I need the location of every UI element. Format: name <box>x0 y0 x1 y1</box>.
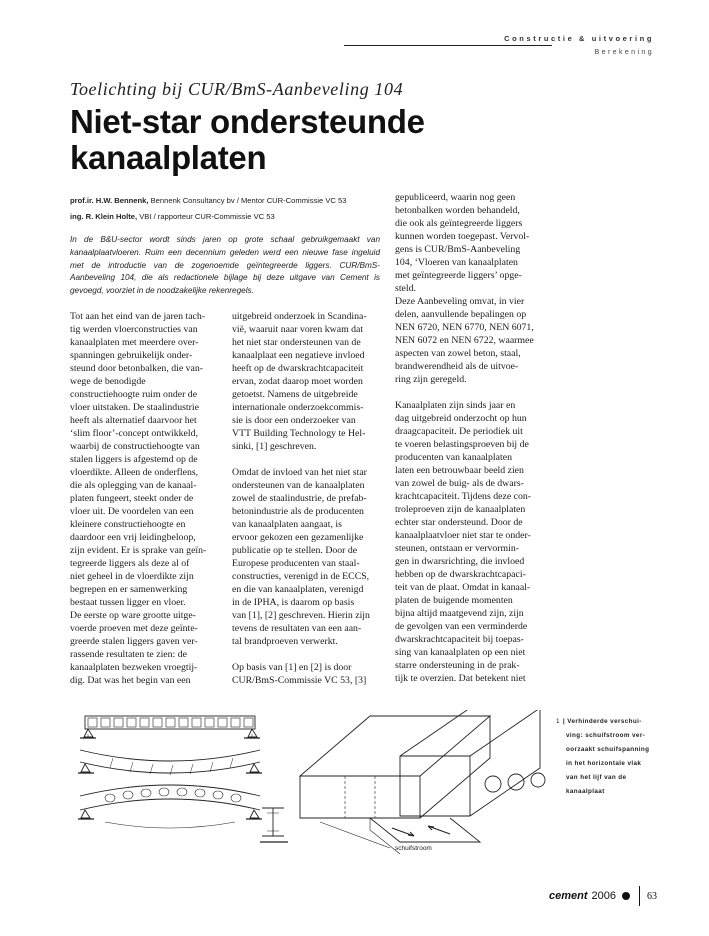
body-text-line: kunnen worden toegepast. Vervol- <box>395 231 530 242</box>
body-text-line: dig. Dat was het begin van een <box>70 675 191 686</box>
figure-label-schuifstroom: schuifstroom <box>395 845 432 852</box>
body-text-line: van kanaalplaten aangaat, is <box>232 519 342 530</box>
figure-caption <box>556 715 666 799</box>
body-text-line: sing van kanaalplaten op een niet <box>395 647 526 658</box>
body-text-line: ervan, zodat daarop moet worden <box>232 376 363 387</box>
body-text-line: dag uitgebreid onderzocht op hun <box>395 413 527 424</box>
body-text-line: met geïntegreerde liggers’ opge- <box>395 270 522 281</box>
body-text-line: CUR/BmS-Commissie VC 53, [3] <box>232 675 367 686</box>
caption-first-line: 1 | Verhinderde verschui- <box>556 718 642 725</box>
body-text-line: te voeren belastingsproeven bij de <box>395 439 529 450</box>
body-text-line: zowel de staalindustrie, de prefab- <box>232 493 367 504</box>
body-text-line: betonbalken worden behandeld, <box>395 205 520 216</box>
body-text-line: die als oplegging van de kanaal- <box>70 480 197 491</box>
running-head-rule <box>344 45 552 46</box>
body-text-line: producenten van kanaalplaten <box>395 452 512 463</box>
body-text-line: ervoor gekozen een gezamenlijke <box>232 532 364 543</box>
body-text-line: NEN 6072 en NEN 6722, waarmee <box>395 335 534 346</box>
body-text-line <box>232 648 370 661</box>
body-column-3 <box>395 191 534 685</box>
body-text-line: van [1], [2] geschreven. Hierin zijn <box>232 610 370 621</box>
body-text-line: gen in dwarsrichting, die invloed <box>395 556 525 567</box>
body-text-line: tegreerde liggers als deze al of <box>70 558 190 569</box>
slab-diagram-bottom <box>78 785 262 828</box>
body-text-line: rassende resultaten te zien: de <box>70 649 187 660</box>
body-text-line: voerde proeven met deze geïnte- <box>70 623 198 634</box>
body-text-line: constructiehoogte ruim onder de <box>70 389 198 400</box>
shear-flow-arrows <box>392 826 450 836</box>
body-text-line: uitgebreid onderzoek in Scandina- <box>232 311 367 322</box>
body-column-2 <box>232 310 370 687</box>
body-text-line: Europese producenten van staal- <box>232 558 360 569</box>
body-text-line: begrepen en er samenwerking <box>70 584 188 595</box>
body-text-line: tevens de resultaten van een aan- <box>232 623 362 634</box>
body-text-line: bijna altijd maatgevend zijn, zijn <box>395 608 524 619</box>
caption-number: 1 <box>556 718 560 725</box>
magazine-year: 2006 <box>591 890 616 902</box>
body-text-line: echter star ondersteund. Door de <box>395 517 523 528</box>
body-text-line: laten een betrouwbaar beeld zien <box>395 465 524 476</box>
body-text-line: NEN 6720, NEN 6770, NEN 6071, <box>395 322 534 333</box>
body-text-line: van zowel de buig- als de dwars- <box>395 478 524 489</box>
body-text-line: heeft op de dwarskrachtcapaciteit <box>232 363 364 374</box>
author-name: prof.ir. H.W. Bennenk, <box>70 196 149 205</box>
subsection-label: Berekening <box>594 49 654 56</box>
caption-line: in het horizontale vlak <box>566 760 642 767</box>
body-text-line: stalen liggers is afgestemd op de <box>70 454 198 465</box>
body-text-line: ring zijn geregeld. <box>395 374 467 385</box>
body-text-line: bestaat tussen ligger en vloer. <box>70 597 186 608</box>
body-text-line: krachtcapaciteit. Tijdens deze con- <box>395 491 532 502</box>
caption-line: oorzaakt schuifspanning <box>566 746 650 753</box>
slab-diagram-middle <box>78 750 262 775</box>
body-text-line: tijk te overzien. Dat betekent niet <box>395 673 526 684</box>
body-text-line: getoetst. Namens de uitgebreide <box>232 389 358 400</box>
body-column-1 <box>70 310 206 687</box>
body-text-line: heeft als alternatief daarvoor het <box>70 415 197 426</box>
running-head <box>504 34 654 56</box>
body-text-line: Op basis van [1] en [2] is door <box>232 662 352 673</box>
body-text-line: vloer uitstaken. De staalindustrie <box>70 402 199 413</box>
body-text-line: delen, aanvullende bepalingen op <box>395 309 527 320</box>
caption-line: van het lijf van de <box>566 774 627 781</box>
body-text-line: kanaalplaat een negatieve invloed <box>232 350 365 361</box>
body-text-line: steunen, ontstaan er vervormin- <box>395 543 520 554</box>
body-text-line: platen fungeert, steekt onder de <box>70 493 194 504</box>
body-text-line: sie is door een onderzoeker van <box>232 415 356 426</box>
body-text-line: draagcapaciteit. De periodiek uit <box>395 426 523 437</box>
body-text-line: dwarskrachtcapaciteit bij toepas- <box>395 634 524 645</box>
body-text-line: internationale onderzoekcommis- <box>232 402 364 413</box>
body-text-line: en die van kanaalplaten, verenigd <box>232 584 364 595</box>
body-text-line: teit van de plaat. Omdat in kanaal- <box>395 582 531 593</box>
caption-line: kanaalplaat <box>566 788 605 795</box>
body-text-line: brandwerendheid als de uitvoe- <box>395 361 519 372</box>
steel-beam-section <box>260 808 288 842</box>
body-text-line: troleproeven zijn de kanaalplaten <box>395 504 526 515</box>
magazine-logo-icon <box>622 892 630 900</box>
body-text-line: wege de benodigde <box>70 376 146 387</box>
body-text-line: De eerste op ware grootte uitge- <box>70 610 196 621</box>
body-text-line: niet geheel in de vloerdikte zijn <box>70 571 194 582</box>
body-text-line: greerde stalen liggers gaven ver- <box>70 636 198 647</box>
body-text-line: Omdat de invloed van het niet star <box>232 467 367 478</box>
body-text-line: zijn evident. Er is sprake van geïn- <box>70 545 207 556</box>
body-text-line: aspecten van zowel beton, staal, <box>395 348 521 359</box>
body-text-line <box>232 453 370 466</box>
body-text-line: vië, waaruit naar voren kwam dat <box>232 324 364 335</box>
slab-diagram-top <box>80 716 260 738</box>
author-affiliation: Bennenk Consultancy bv / Mentor CUR-Commissie VC 53 <box>150 196 347 205</box>
magazine-name: cement <box>548 890 588 902</box>
body-text-line: steld. <box>395 283 416 294</box>
article-intro: In de B&U-sector wordt sinds jaren op grote schaal gebruikgemaakt van kanaalplaatvloeren. Ruim een decennium geleden werd een nieuwe fase ingeluid met de introductie van de zogenoemde geïntegreerde liggers. CUR/BmS-Aanbeveling 104, die als redactionele bijlage bij deze uitgave van Cement is gevoegd, voorziet in de noodzakelijke rekenregels. <box>70 235 380 296</box>
body-text-line: VTT Building Technology te Hel- <box>232 428 366 439</box>
body-text-line: in de IPHA, is daarom op basis <box>232 597 355 608</box>
body-text-line: waarbij de constructiehoogte van <box>70 441 200 452</box>
body-text-line: 104, ‘Vloeren van kanaalplaten <box>395 257 518 268</box>
body-text-line: starre ondersteuning in de prak- <box>395 660 520 671</box>
author-list <box>70 193 346 224</box>
body-text-line: hebben op de dwarskrachtcapaci- <box>395 569 526 580</box>
body-text-line: betonindustrie als de producenten <box>232 506 364 517</box>
author-name: ing. R. Klein Holte, <box>70 211 138 221</box>
footer-divider <box>639 886 640 906</box>
body-text-line: sinki, [1] geschreven. <box>232 441 317 452</box>
body-text-line: publicatie op te stellen. Door de <box>232 545 358 556</box>
figure-illustration <box>70 710 558 860</box>
page-footer <box>549 886 657 906</box>
section-label: Constructie & uitvoering <box>504 34 654 43</box>
body-text-line: Deze Aanbeveling omvat, in vier <box>395 296 525 307</box>
figure-drawing <box>70 710 558 860</box>
body-text-line: steund door betonbalken, die van- <box>70 363 204 374</box>
body-text-line: ondersteunen van de kanaalplaten <box>232 480 365 491</box>
body-text-line: kanaalplaten bezweken vroegtij- <box>70 662 198 673</box>
body-text-line: platen de buigende momenten <box>395 595 513 606</box>
body-text-line: het niet star ondersteunen van de <box>232 337 361 348</box>
body-text-line: kanaalplaten met meerdere over- <box>70 337 199 348</box>
caption-line: Verhinderde verschui- <box>567 718 642 725</box>
body-text-line: Kanaalplaten zijn sinds jaar en <box>395 400 516 411</box>
body-text-line: die ook als geïntegreerde liggers <box>395 218 523 229</box>
body-text-line: spanningen gebruikelijk onder- <box>70 350 193 361</box>
body-text-line: kanaalplaatvloer niet star te onder- <box>395 530 531 541</box>
caption-line: ving: schuifstroom ver- <box>566 732 646 739</box>
author-line <box>70 193 346 209</box>
body-text-line <box>395 386 534 399</box>
body-text-line: ‘slim floor’-concept ontwikkeld, <box>70 428 198 439</box>
article-kicker: Toelichting bij CUR/BmS-Aanbeveling 104 <box>70 79 404 99</box>
body-text-line: gens is CUR/BmS-Aanbeveling <box>395 244 521 255</box>
author-line <box>70 209 346 225</box>
body-text-line: constructies, verenigd in de ECCS, <box>232 571 370 582</box>
body-text-line: daardoor een vrij leidingbeloop, <box>70 532 196 543</box>
body-text-line: de gevolgen van een verminderde <box>395 621 528 632</box>
body-text-line: kleinere constructiehoogte en <box>70 519 186 530</box>
body-text-line: vloerdikte. Alleen de onderflens, <box>70 467 199 478</box>
body-text-line: tal brandproeven verwerkt. <box>232 636 338 647</box>
slab-3d-view <box>300 710 545 854</box>
body-text-line: gepubliceerd, waarin nog geen <box>395 192 516 203</box>
page-number: 63 <box>647 890 657 902</box>
body-text-line: tig werden vloerconstructies van <box>70 324 198 335</box>
body-text-line: vloer uit. De voordelen van een <box>70 506 194 517</box>
article-headline: Niet-star ondersteunde kanaalplaten <box>70 103 425 176</box>
body-text-line: Tot aan het eind van de jaren tach- <box>70 311 206 322</box>
author-affiliation: VBI / rapporteur CUR-Commissie VC 53 <box>139 211 275 221</box>
